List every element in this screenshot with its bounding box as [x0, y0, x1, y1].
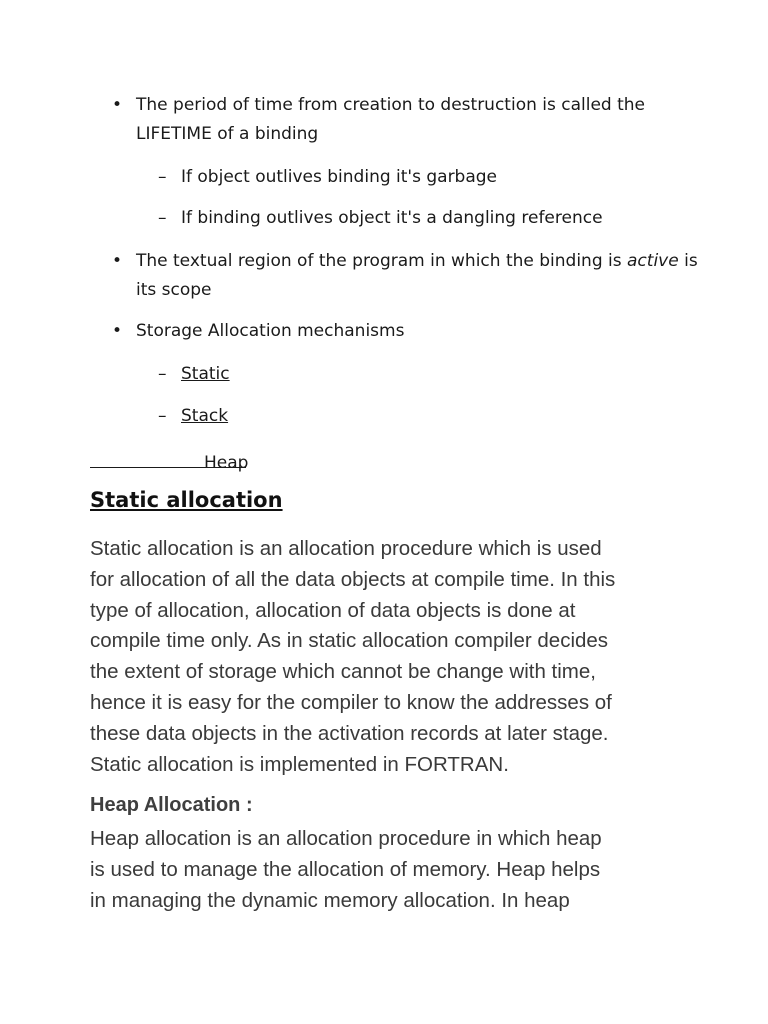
sub-item-text: If object outlives binding it's garbage: [181, 167, 498, 187]
bullet-text: [136, 317, 696, 346]
bullet-text: [136, 91, 696, 149]
paragraph-line: Static allocation is an allocation procedure which is used: [90, 537, 602, 560]
bullet-text-segment: is: [678, 251, 698, 271]
paragraph-line: Heap allocation is an allocation procedure in which heap: [90, 827, 602, 850]
paragraph-line: hence it is easy for the compiler to know the addresses of: [90, 690, 612, 714]
heap-item: [90, 453, 248, 473]
bullet-text-line: Storage Allocation mechanisms: [136, 321, 405, 341]
bullet-text-line: LIFETIME of a binding: [136, 124, 319, 144]
sub-item-text: Static: [181, 364, 230, 384]
sub-item-text: Stack: [181, 406, 229, 426]
dash-marker: –: [158, 167, 167, 187]
paragraph-line: for allocation of all the data objects at compile time. In this: [90, 567, 616, 591]
heap-allocation-heading: Heap Allocation :: [90, 794, 253, 816]
paragraph-line: type of allocation, allocation of data objects is done at: [90, 598, 576, 622]
heap-allocation-paragraph: [90, 824, 690, 916]
dash-marker: –: [158, 406, 167, 426]
dash-marker: –: [158, 364, 167, 384]
sub-item-text: If binding outlives object it's a dangling reference: [181, 208, 603, 228]
bullet-text-line: [136, 247, 696, 276]
bullet-text-segment: The textual region of the program in which the binding is: [136, 251, 628, 271]
italic-word: active: [627, 251, 679, 271]
heap-item-text: Heap: [204, 453, 249, 473]
static-allocation-heading: Static allocation: [90, 488, 283, 512]
static-allocation-paragraph: [90, 534, 690, 780]
paragraph-line: Static allocation is implemented in FORTRAN.: [90, 752, 509, 776]
bullet-text-line: its scope: [136, 280, 212, 300]
bullet-marker: •: [112, 95, 123, 115]
paragraph-line: these data objects in the activation records at later stage.: [90, 721, 609, 745]
bullet-marker: •: [112, 251, 123, 271]
bullet-text: [136, 247, 696, 305]
paragraph-line: the extent of storage which cannot be change with time,: [90, 660, 596, 684]
bullet-marker: •: [112, 321, 123, 341]
dash-marker: –: [158, 208, 167, 228]
bullet-text-line: The period of time from creation to destruction is called the: [136, 95, 646, 115]
paragraph-line: is used to manage the allocation of memory. Heap helps: [90, 857, 601, 881]
paragraph-line: in managing the dynamic memory allocation. In heap: [90, 888, 570, 912]
paragraph-line: compile time only. As in static allocation compiler decides: [90, 629, 609, 653]
